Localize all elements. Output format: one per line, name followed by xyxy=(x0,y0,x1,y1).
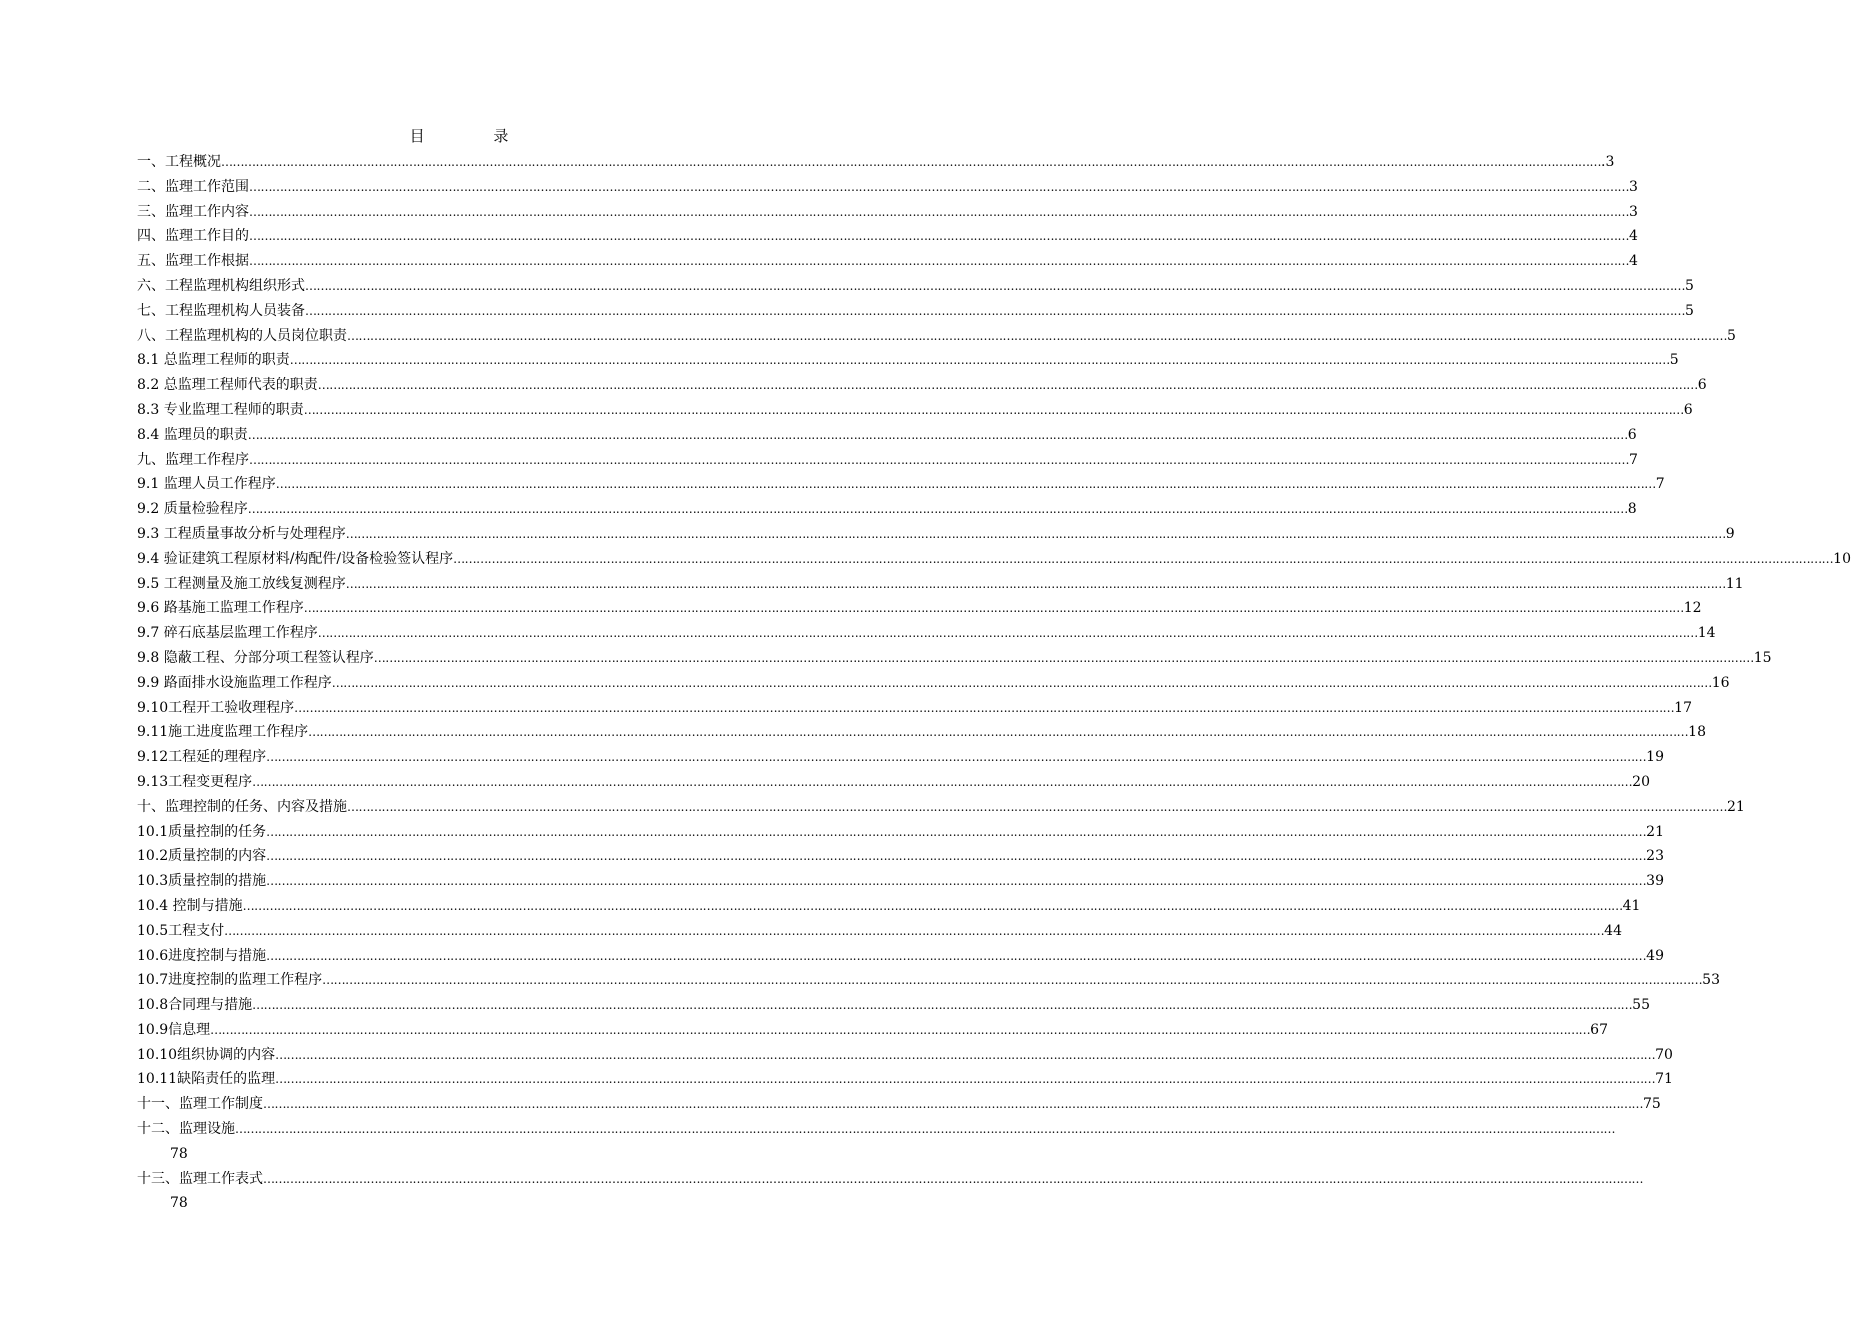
toc-entry[interactable] xyxy=(137,770,1650,795)
toc-entry-page: 16 xyxy=(1711,674,1730,691)
dot-leader: ……………………………………………………………………………………………………………………………………………………………………………………………………………………………………………………………………………………………………………………………… xyxy=(247,427,1628,442)
toc-entry[interactable] xyxy=(137,919,1622,944)
dot-leader: ……………………………………………………………………………………………………………………………………………………………………………………………………………………………………………………………………………………………………………………………… xyxy=(249,229,1629,244)
toc-entry-label: 10.11缺陷责任的监理 xyxy=(137,1071,276,1088)
toc-entry[interactable] xyxy=(137,968,1720,993)
toc-entry[interactable] xyxy=(137,745,1664,770)
toc-entry-label: 十三、监理工作表式 xyxy=(137,1170,263,1187)
toc-entry-page: 78 xyxy=(170,1195,188,1212)
toc-entry-label: 9.7 碎石底基层监理工作程序 xyxy=(137,625,318,642)
toc-entry[interactable] xyxy=(137,1092,1661,1117)
toc-entry-page: 11 xyxy=(1725,575,1744,592)
toc-entry-page: 9 xyxy=(1725,525,1735,542)
toc-entry[interactable] xyxy=(137,398,1693,423)
dot-leader: ……………………………………………………………………………………………………………………………………………………………………………………………………………………………………………………………………………………………………………………………… xyxy=(345,576,1726,591)
toc-entry-page: 17 xyxy=(1674,699,1692,716)
toc-entry-label: 五、监理工作根据 xyxy=(137,253,249,270)
toc-entry-page: 21 xyxy=(1646,823,1664,840)
toc-entry[interactable] xyxy=(137,150,1615,175)
toc-entry-label: 9.13工程变更程序 xyxy=(137,773,253,790)
toc-entry-page: 5 xyxy=(1685,277,1694,294)
toc-entry-page: 12 xyxy=(1683,600,1702,617)
toc-entry-page: 6 xyxy=(1697,377,1707,394)
dot-leader: ……………………………………………………………………………………………………………………………………………………………………………………………………………………………………………………………………………………………………………………………… xyxy=(347,799,1727,814)
toc-entry-page: 21 xyxy=(1727,798,1745,815)
toc-entry[interactable] xyxy=(137,596,1702,621)
toc-entry[interactable] xyxy=(137,224,1638,249)
toc-entry-page: 19 xyxy=(1646,749,1664,766)
toc-entry[interactable] xyxy=(137,844,1664,869)
toc-entry-page: 5 xyxy=(1685,302,1694,319)
toc-entry-page: 39 xyxy=(1646,873,1664,890)
toc-entry[interactable] xyxy=(137,274,1694,299)
toc-title: 目 录 xyxy=(409,127,541,145)
toc-entry[interactable] xyxy=(137,200,1638,225)
toc-entry[interactable] xyxy=(137,1067,1673,1092)
toc-entry-label: 10.8合同理与措施 xyxy=(137,997,253,1014)
toc-entry-page: 6 xyxy=(1627,426,1637,443)
toc-entry-label: 10.6进度控制与措施 xyxy=(137,947,267,964)
dot-leader: ……………………………………………………………………………………………………………………………………………………………………………………………………………………………………………………………………………………………………………………………… xyxy=(289,353,1670,368)
toc-entry[interactable] xyxy=(137,720,1706,745)
dot-leader: ……………………………………………………………………………………………………………………………………………………………………………………………………………………………………………………………………………………………………………………………… xyxy=(317,626,1698,641)
toc-entry-label: 10.10组织协调的内容 xyxy=(137,1046,276,1063)
toc-entry[interactable] xyxy=(137,671,1730,696)
toc-entry-label: 一、工程概况 xyxy=(137,154,221,170)
toc-entry[interactable] xyxy=(137,175,1638,200)
dot-leader: ……………………………………………………………………………………………………………………………………………………………………………………………………………………………………………………………………………………………………………………………… xyxy=(305,278,1685,293)
toc-entry[interactable] xyxy=(137,572,1744,597)
dot-leader: ……………………………………………………………………………………………………………………………………………………………………………………………………………………………………………………………………………………………………………………………… xyxy=(249,179,1629,194)
toc-entry-label: 六、工程监理机构组织形式 xyxy=(137,277,305,294)
toc-entry[interactable] xyxy=(137,249,1638,274)
toc-entry-label: 九、监理工作程序 xyxy=(137,451,249,468)
dot-leader: ……………………………………………………………………………………………………………………………………………………………………………………………………………………………………………………………………………………………………………………………… xyxy=(247,502,1628,517)
dot-leader: ……………………………………………………………………………………………………………………………………………………………………………………………………………………………………………………………………………………………………………………………… xyxy=(249,204,1629,219)
toc-entry-page: 49 xyxy=(1646,947,1664,964)
toc-entry-label: 9.4 验证建筑工程原材料/构配件/设备检验签认程序 xyxy=(137,550,454,567)
dot-leader: ……………………………………………………………………………………………………………………………………………………………………………………………………………………………………………………………………………………………………………………………… xyxy=(373,650,1754,665)
toc-entry-page: 6 xyxy=(1683,401,1693,418)
toc-entry-label: 9.3 工程质量事故分析与处理程序 xyxy=(137,525,346,542)
toc-entry-label: 10.1质量控制的任务 xyxy=(137,823,267,840)
toc-entry-page: 3 xyxy=(1629,203,1638,220)
toc-entry-label: 四、监理工作目的 xyxy=(137,228,249,245)
toc-entry[interactable] xyxy=(137,522,1735,547)
toc-entry-label: 七、工程监理机构人员装备 xyxy=(137,302,305,319)
toc-entry-label: 十一、监理工作制度 xyxy=(137,1096,263,1113)
toc-entry-label: 10.2质量控制的内容 xyxy=(137,848,267,865)
toc-entry-page: 8 xyxy=(1627,501,1637,518)
toc-entry-page: 55 xyxy=(1632,997,1650,1014)
toc-entry[interactable] xyxy=(137,1117,1615,1142)
toc-entry-page: .3 xyxy=(1601,154,1615,170)
table-of-contents xyxy=(137,150,1851,1216)
toc-entry-label: 9.12工程延的理程序 xyxy=(137,749,267,766)
toc-entry[interactable] xyxy=(137,1043,1673,1068)
toc-entry-label: 10.5工程支付 xyxy=(137,922,225,939)
dot-leader: ……………………………………………………………………………………………………………………………………………………………………………………………………………………………………………………………………………………………………………………………… xyxy=(294,700,1675,715)
toc-entry-label: 十二、监理设施 xyxy=(137,1121,235,1138)
toc-entry[interactable] xyxy=(137,820,1664,845)
toc-entry-label: 三、监理工作内容 xyxy=(137,203,249,220)
toc-entry[interactable] xyxy=(137,547,1851,572)
toc-entry-page: 7 xyxy=(1629,451,1638,468)
toc-entry-page: 14 xyxy=(1697,625,1716,642)
toc-entry-label: 10.7进度控制的监理工作程序 xyxy=(137,972,323,989)
dot-leader: ……………………………………………………………………………………………………………………………………………………………………………………………………………………………………………………………………………………………………………………………… xyxy=(249,452,1629,467)
toc-entry-label: 8.1 总监理工程师的职责 xyxy=(137,352,290,369)
dot-leader: ……………………………………………………………………………………………………………………………………………………………………………………………………………………………………………………………………………………………………………………………… xyxy=(249,254,1629,269)
toc-entry-label: 8.2 总监理工程师代表的职责 xyxy=(137,377,318,394)
toc-entry-page: 3 xyxy=(1629,178,1638,195)
toc-entry-page: 53 xyxy=(1702,972,1720,989)
toc-entry[interactable] xyxy=(137,497,1637,522)
toc-entry[interactable] xyxy=(137,944,1664,969)
dot-leader: ……………………………………………………………………………………………………………………………………………………………………………………………………………………………………………………………………………………………………………………………… xyxy=(331,675,1712,690)
toc-entry-label: 二、监理工作范围 xyxy=(137,178,249,195)
dot-leader: ……………………………………………………………………………………………………………………………………………………………………………………………………………………………………………………………………………………………………………………………… xyxy=(252,998,1633,1013)
dot-leader: ……………………………………………………………………………………………………………………………………………………………………………………………………………………………………………………………………………………………………………………………… xyxy=(235,1122,1615,1137)
toc-entry-page: 10 xyxy=(1833,550,1851,567)
dot-leader: ……………………………………………………………………………………………………………………………………………………………………………………………………………………………………………………………………………………………………………………………… xyxy=(266,849,1647,864)
dot-leader: ……………………………………………………………………………………………………………………………………………………………………………………………………………………………………………………………………………………………………………………………… xyxy=(266,750,1647,765)
dot-leader: ……………………………………………………………………………………………………………………………………………………………………………………………………………………………………………………………………………………………………………………………… xyxy=(275,1072,1656,1087)
toc-entry-page: 71 xyxy=(1655,1071,1673,1088)
toc-entry[interactable] xyxy=(137,894,1641,919)
dot-leader: ……………………………………………………………………………………………………………………………………………………………………………………………………………………………………………………………………………………………………………………………… xyxy=(242,898,1623,913)
toc-entry-page: 5 xyxy=(1727,327,1736,344)
dot-leader: ……………………………………………………………………………………………………………………………………………………………………………………………………………………………………………………………………………………………………………………………… xyxy=(266,824,1647,839)
dot-leader: ……………………………………………………………………………………………………………………………………………………………………………………………………………………………………………………………………………………………………………………………… xyxy=(252,774,1633,789)
dot-leader: ……………………………………………………………………………………………………………………………………………………………………………………………………………………………………………………………………………………………………………………………… xyxy=(263,1171,1643,1186)
toc-entry-label: 9.9 路面排水设施监理工作程序 xyxy=(137,674,332,691)
toc-entry[interactable] xyxy=(137,324,1736,349)
toc-entry-label: 9.2 质量检验程序 xyxy=(137,501,248,518)
toc-entry-label: 8.3 专业监理工程师的职责 xyxy=(137,401,304,418)
toc-entry[interactable] xyxy=(137,448,1638,473)
toc-entry[interactable] xyxy=(137,472,1665,497)
toc-entry[interactable] xyxy=(137,299,1694,324)
dot-leader: ……………………………………………………………………………………………………………………………………………………………………………………………………………………………………………………………………………………………………………………………… xyxy=(453,551,1834,566)
toc-entry[interactable] xyxy=(137,423,1637,448)
toc-entry-page: 4 xyxy=(1629,253,1638,270)
dot-leader: ……………………………………………………………………………………………………………………………………………………………………………………………………………………………………………………………………………………………………………………………… xyxy=(275,477,1656,492)
dot-leader: ……………………………………………………………………………………………………………………………………………………………………………………………………………………………………………………………………………………………………………………………… xyxy=(263,1097,1643,1112)
toc-entry-label: 9.10工程开工验收理程序 xyxy=(137,699,295,716)
toc-entry-page: 70 xyxy=(1655,1046,1673,1063)
dot-leader: ……………………………………………………………………………………………………………………………………………………………………………………………………………………………………………………………………………………………………………………………… xyxy=(275,1047,1656,1062)
toc-entry[interactable] xyxy=(137,621,1716,646)
toc-entry-label: 9.6 路基施工监理工作程序 xyxy=(137,600,304,617)
toc-entry[interactable] xyxy=(137,696,1692,721)
toc-entry[interactable] xyxy=(137,373,1707,398)
toc-entry[interactable] xyxy=(137,1167,1643,1192)
toc-entry-page: 20 xyxy=(1632,773,1650,790)
toc-entry-page: 44 xyxy=(1604,922,1622,939)
dot-leader: ……………………………………………………………………………………………………………………………………………………………………………………………………………………………………………………………………………………………………………………………… xyxy=(322,973,1703,988)
toc-entry-label: 9.1 监理人员工作程序 xyxy=(137,476,276,493)
dot-leader: ……………………………………………………………………………………………………………………………………………………………………………………………………………………………………………………………………………………………………………………………… xyxy=(266,948,1647,963)
toc-entry-label: 8.4 监理员的职责 xyxy=(137,426,248,443)
toc-entry-page: 67 xyxy=(1590,1021,1608,1038)
toc-entry[interactable] xyxy=(137,869,1664,894)
toc-entry-page: 5 xyxy=(1669,352,1679,369)
dot-leader: ……………………………………………………………………………………………………………………………………………………………………………………………………………………………………………………………………………………………………………………………… xyxy=(317,378,1698,393)
toc-entry-label: 9.8 隐蔽工程、分部分项工程签认程序 xyxy=(137,649,374,666)
toc-entry-page: 23 xyxy=(1646,848,1664,865)
dot-leader: ……………………………………………………………………………………………………………………………………………………………………………………………………………………………………………………………………………………………………………………………… xyxy=(303,601,1684,616)
toc-entry[interactable] xyxy=(137,993,1650,1018)
toc-entry-page: 75 xyxy=(1643,1096,1661,1113)
toc-entry-label: 10.9信息理 xyxy=(137,1021,211,1038)
dot-leader: ……………………………………………………………………………………………………………………………………………………………………………………………………………………………………………………………………………………………………………………………… xyxy=(303,402,1684,417)
toc-entry[interactable] xyxy=(137,795,1745,820)
dot-leader: ……………………………………………………………………………………………………………………………………………………………………………………………………………………………………………………………………………………………………………………………… xyxy=(347,328,1727,343)
toc-entry-page: 18 xyxy=(1688,724,1706,741)
toc-entry-page: 41 xyxy=(1622,897,1641,914)
toc-entry-page: 15 xyxy=(1753,649,1772,666)
toc-entry-page: 4 xyxy=(1629,228,1638,245)
toc-entry-label: 10.4 控制与措施 xyxy=(137,897,243,914)
toc-entry-label: 十、监理控制的任务、内容及措施 xyxy=(137,798,347,815)
toc-entry-label: 八、工程监理机构的人员岗位职责 xyxy=(137,327,347,344)
dot-leader: ……………………………………………………………………………………………………………………………………………………………………………………………………………………………………………………………………………………………………………………………… xyxy=(305,303,1685,318)
toc-entry-label: 9.11施工进度监理工作程序 xyxy=(137,724,309,741)
dot-leader: ……………………………………………………………………………………………………………………………………………………………………………………………………………………………………………………………………………………………………………………………… xyxy=(308,725,1689,740)
toc-entry-page: 78 xyxy=(170,1145,188,1162)
toc-entry-label: 9.5 工程测量及施工放线复测程序 xyxy=(137,575,346,592)
dot-leader: ……………………………………………………………………………………………………………………………………………………………………………………………………………………………………………………………………………………………………………………………… xyxy=(266,874,1647,889)
toc-entry[interactable] xyxy=(137,348,1679,373)
toc-entry-page: 7 xyxy=(1655,476,1665,493)
dot-leader: ……………………………………………………………………………………………………………………………………………………………………………………………………………………………………………………………………………………………………………………………… xyxy=(224,923,1605,938)
toc-entry[interactable] xyxy=(137,1018,1608,1043)
dot-leader: ……………………………………………………………………………………………………………………………………………………………………………………………………………………………………………………………………………………………………………………………… xyxy=(345,526,1726,541)
toc-entry-label: 10.3质量控制的措施 xyxy=(137,873,267,890)
dot-leader: ……………………………………………………………………………………………………………………………………………………………………………………………………………………………………………………………………………………………………………………………… xyxy=(221,155,1601,169)
toc-entry[interactable] xyxy=(137,646,1772,671)
dot-leader: ……………………………………………………………………………………………………………………………………………………………………………………………………………………………………………………………………………………………………………………………… xyxy=(210,1022,1591,1037)
